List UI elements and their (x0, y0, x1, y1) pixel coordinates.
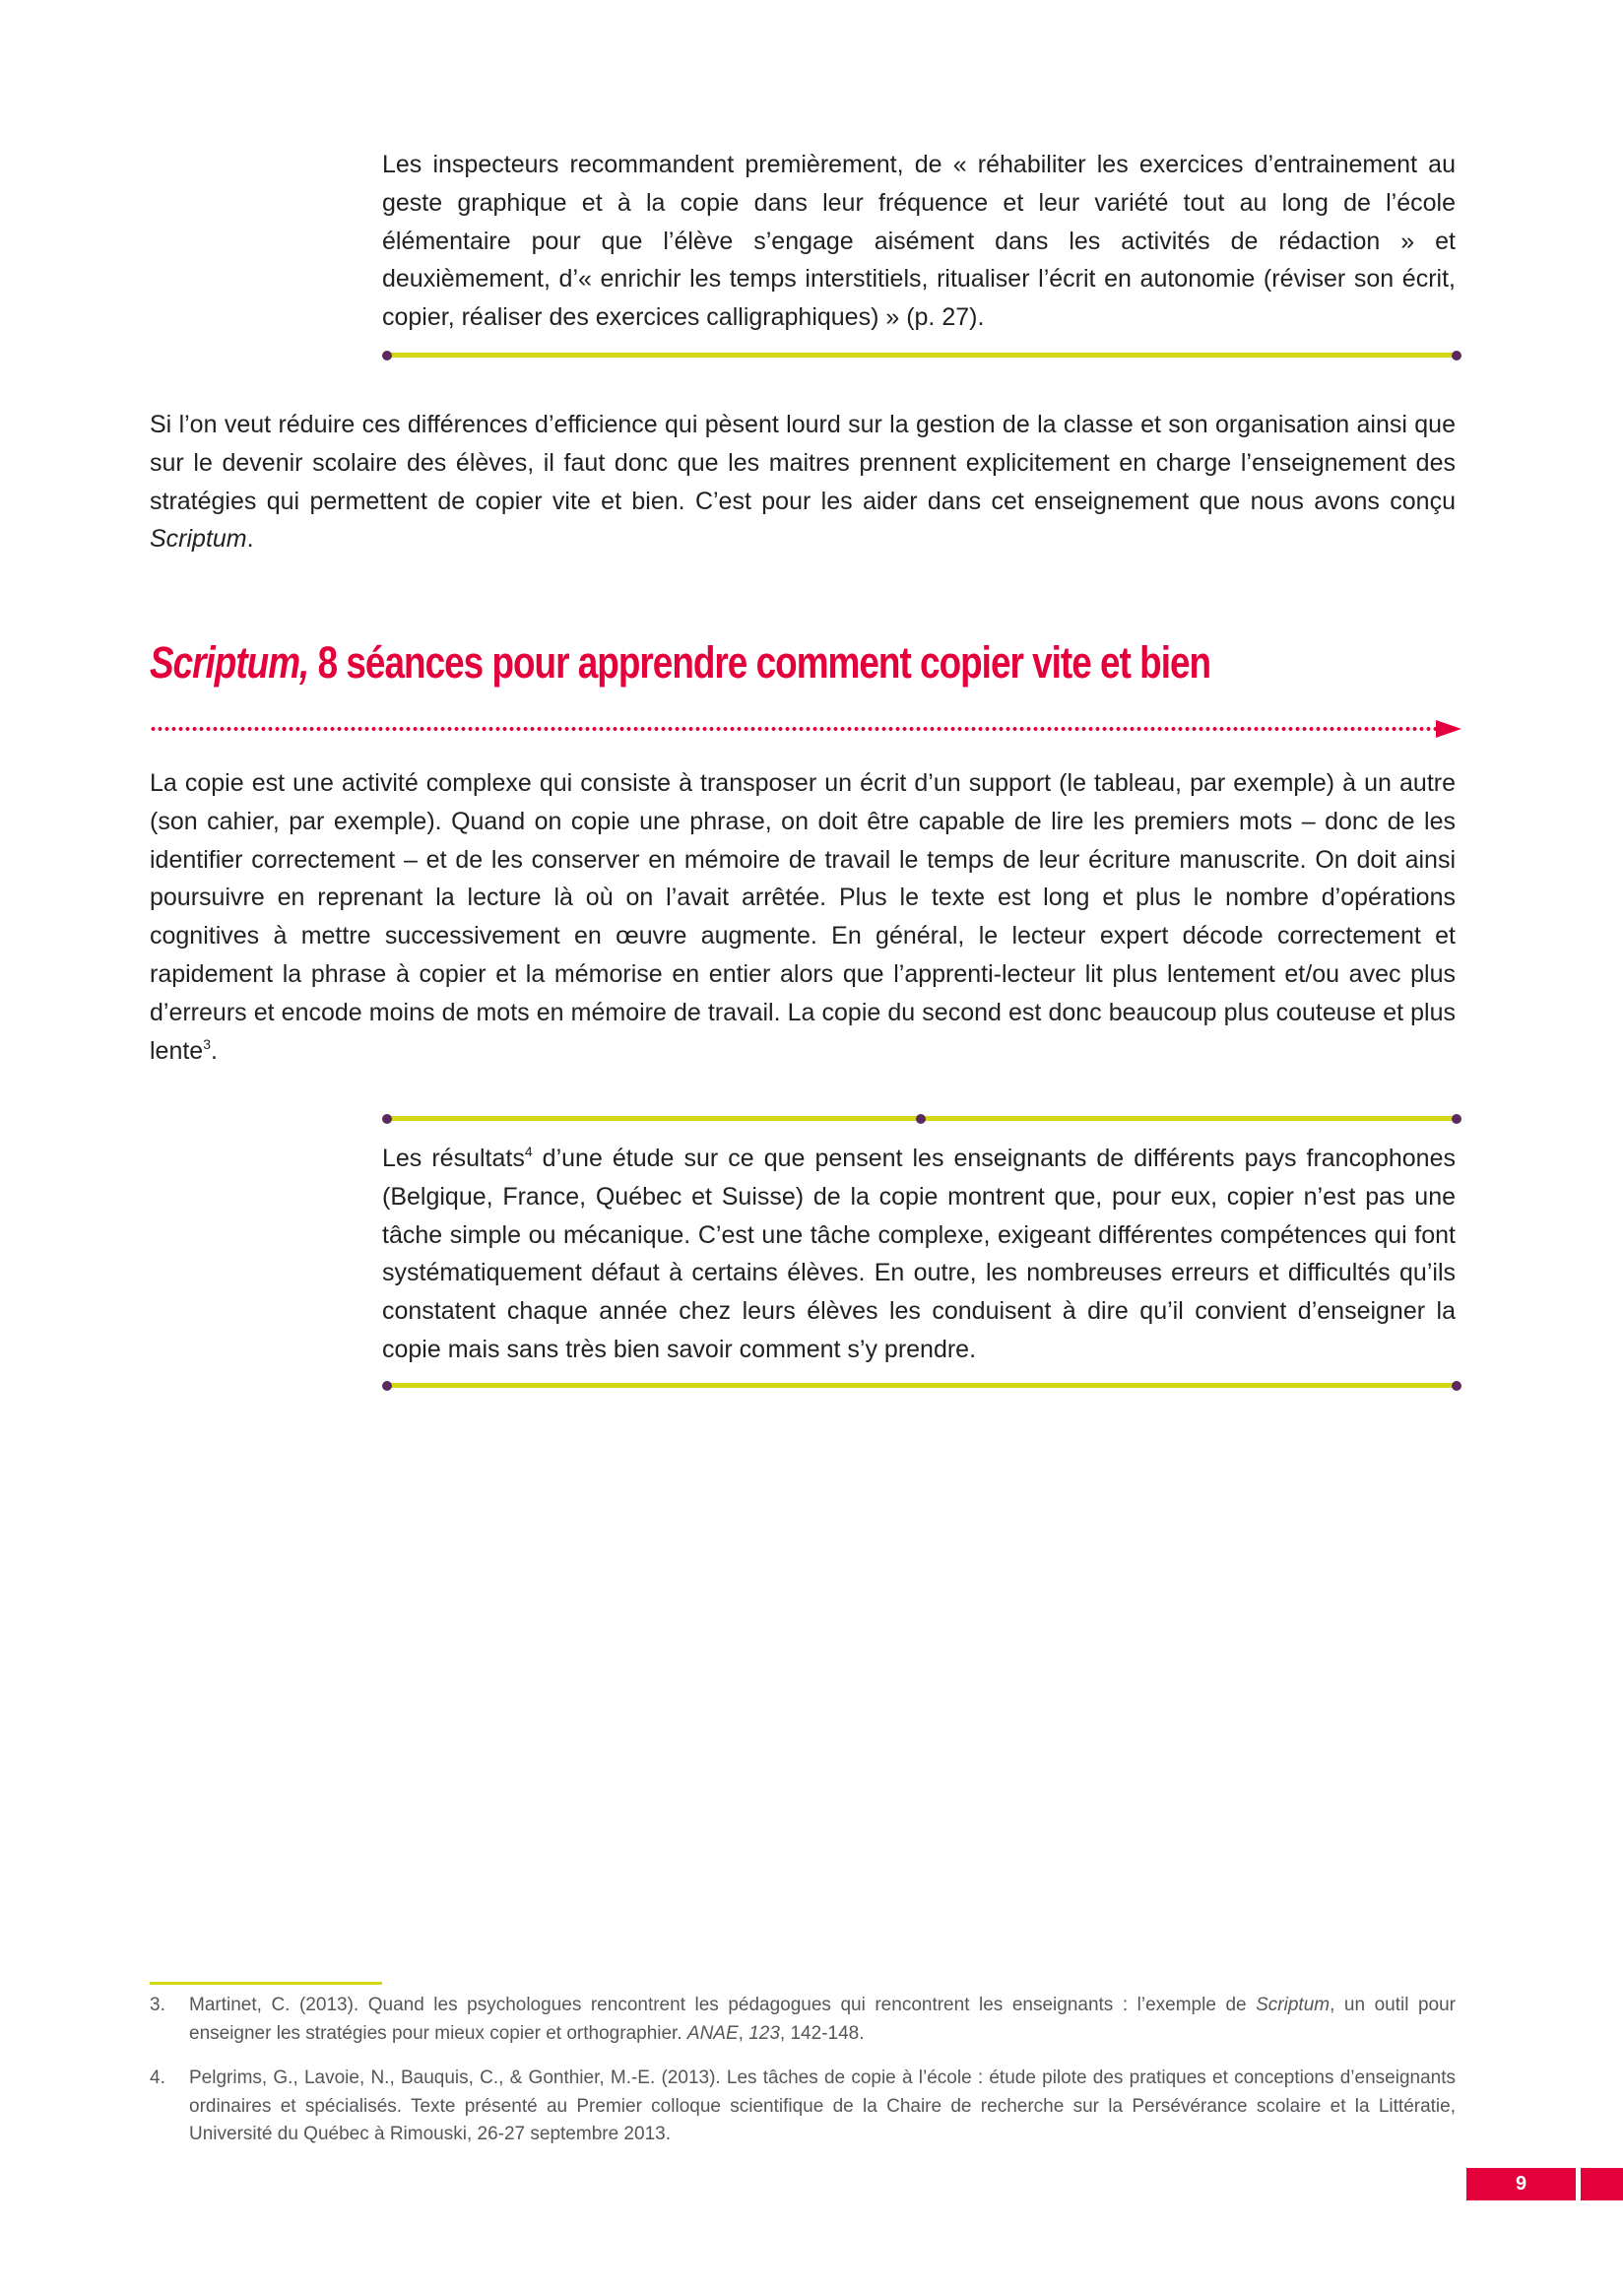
rule-end-dot (1452, 1381, 1461, 1391)
section-heading-emphasis: Scriptum, (150, 637, 309, 688)
quote-box-2-text (382, 1140, 1456, 1369)
page-number: 9 (1466, 2168, 1576, 2200)
intro-paragraph (150, 406, 1456, 558)
footnote-3-italic: Scriptum (1256, 1995, 1331, 2015)
footnote-3-part: Martinet, C. (2013). Quand les psychologues rencontrent les pédagogues qui rencontrent les enseignants : l’exemple de (189, 1995, 1257, 2015)
footnote-3-part: , 142-148. (779, 2022, 865, 2044)
rule-mid-dot (916, 1114, 926, 1124)
rule-end-dot (1452, 1114, 1461, 1124)
quote-box-1-bottom-rule (385, 353, 1457, 358)
footnote-separator (150, 1982, 382, 1985)
footnote-text: Pelgrims, G., Lavoie, N., Bauquis, C., & Gonthier, M.-E. (2013). Les tâches de copie à l’école : étude pilote des pratiques et conceptions d’enseignants ordinaires et spécialisés. Texte présenté au Premier colloque scientifique de la Chaire de recherche sur la Persévérance scolaire et la Littératie, Université du Québec à Rimouski, 26-27 septembre 2013. (189, 2067, 1456, 2144)
section-heading-dotted-rule (150, 727, 1442, 731)
footnote-number: 3. (150, 1995, 165, 2015)
footnote-ref-4[interactable]: 4 (524, 1144, 533, 1159)
footnote-number: 4. (150, 2067, 165, 2088)
body-paragraph (150, 764, 1456, 1070)
rule-end-dot (382, 1381, 392, 1391)
quote-box-2-bottom-rule (385, 1383, 1457, 1388)
footnote-3-part: , (738, 2022, 749, 2044)
quote-2-start: Les résultats (382, 1145, 525, 1172)
section-heading (150, 635, 1210, 690)
page-edge-tab (1581, 2168, 1623, 2200)
rule-end-dot (382, 351, 392, 361)
rule-end-dot (382, 1114, 392, 1124)
footnote-4 (150, 2065, 1456, 2149)
footnote-3-part: , un outil pour enseigner les stratégies pour mieux copier et orthographier. (189, 1995, 1456, 2044)
intro-text: Si l’on veut réduire ces différences d’efficience qui pèsent lourd sur la gestion de la classe et son organisation ainsi que sur le devenir scolaire des élèves, il faut donc que les maitres prennent explicitement en charge l’enseignement des stratégies qui permettent de copier vite et bien. C’est pour les aider dans cet enseignement que nous avons conçu (150, 411, 1456, 515)
footnote-3-italic: 123 (748, 2022, 780, 2044)
footnote-3 (150, 1992, 1456, 2048)
section-heading-rest: 8 séances pour apprendre comment copier vite et bien (308, 637, 1211, 688)
rule-end-dot (1452, 351, 1461, 361)
quote-box-1-text: Les inspecteurs recommandent premièrement, de « réhabiliter les exercices d’entrainement au geste graphique et à la copie dans leur fréquence et leur variété tout au long de l’école élémentaire pour que l’élève s’engage aisément dans les activités de rédaction » et deuxièmement, d’« enrichir les temps interstitiels, ritualiser l’écrit en autonomie (réviser son écrit, copier, réaliser des exercices calligraphiques) » (p. 27). (382, 151, 1456, 332)
intro-emphasis: Scriptum (150, 525, 247, 554)
body-end: . (211, 1036, 218, 1065)
arrow-right-icon (1436, 720, 1461, 738)
footnote-ref-3[interactable]: 3 (203, 1035, 212, 1052)
footnote-3-italic: ANAE (686, 2022, 739, 2044)
intro-end: . (246, 525, 254, 554)
quote-2-rest: d’une étude sur ce que pensent les enseignants de différents pays francophones (Belgique, France, Québec et Suisse) de la copie montrent que, pour eux, copier n’est pas une tâche simple ou mécanique. C’est une tâche complexe, exigeant différentes compétences qui font systématiquement défaut à certains élèves. En outre, les nombreuses erreurs et difficultés qu’ils constatent chaque année chez leurs élèves les conduisent à dire qu’il convient d’enseigner la copie mais sans très bien savoir comment s’y prendre. (382, 1145, 1456, 1363)
footnote-text (189, 1992, 1456, 2048)
body-text: La copie est une activité complexe qui consiste à transposer un écrit d’un support (le tableau, par exemple) à un autre (son cahier, par exemple). Quand on copie une phrase, on doit être capable de lire les premiers mots – donc de les identifier correctement – et de les conserver en mémoire de travail le temps de leur écriture manuscrite. On doit ainsi poursuivre en reprenant la lecture là où on l’avait arrêtée. Plus le texte est long et plus le nombre d’opérations cognitives à mettre successivement en œuvre augmente. En général, le lecteur expert décode correctement et rapidement la phrase à copier et la mémorise en entier alors que l’apprenti-lecteur lit plus lentement et/ou avec plus d’erreurs et encode moins de mots en mémoire de travail. La copie du second est donc beaucoup plus couteuse et plus lente (150, 769, 1456, 1065)
